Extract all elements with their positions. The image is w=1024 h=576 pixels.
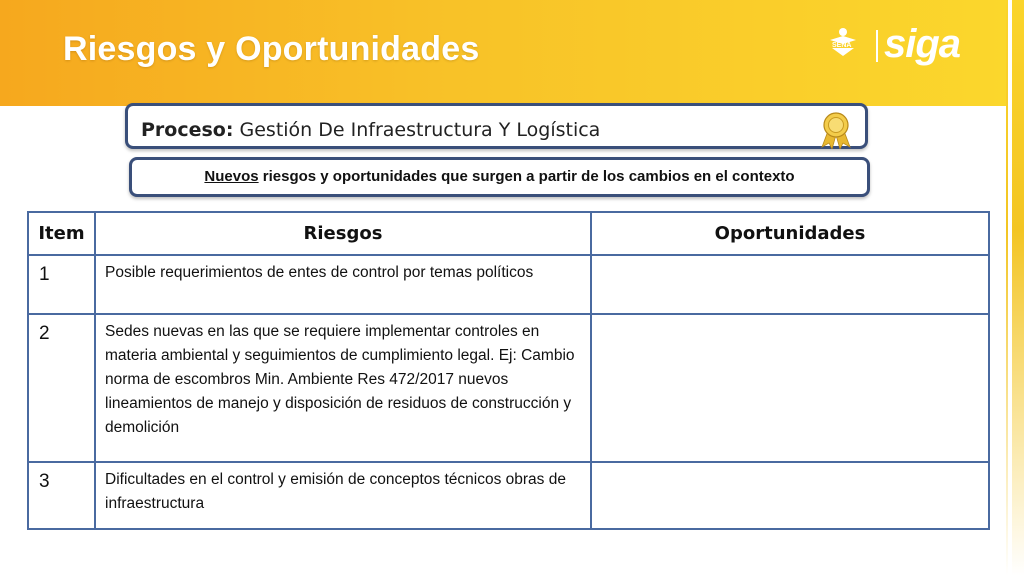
risk-text: Dificultades en el control y emisión de conceptos técnicos obras de infraestructura bbox=[95, 462, 591, 529]
risk-text: Sedes nuevas en las que se requiere implementar controles en materia ambiental y seguimientos de cumplimiento legal. Ej: Cambio norma de escombros Min. Ambiente Res 472/2017 nuevos lineamientos de manejo y disposición de residuos de construcción y demolición bbox=[95, 314, 591, 462]
sena-logo-text: SENA bbox=[832, 42, 852, 49]
context-subtitle bbox=[204, 168, 794, 185]
opportunity-cell bbox=[591, 314, 989, 462]
item-number: 3 bbox=[28, 462, 95, 529]
item-number: 2 bbox=[28, 314, 95, 462]
subtitle-rest: riesgos y oportunidades que surgen a partir de los cambios en el contexto bbox=[258, 168, 795, 185]
risk-text: Posible requerimientos de entes de control por temas políticos bbox=[95, 255, 591, 314]
page-title: Riesgos y Oportunidades bbox=[63, 30, 480, 68]
logo-divider bbox=[876, 30, 878, 62]
opportunity-cell bbox=[591, 462, 989, 529]
opportunity-cell bbox=[591, 255, 989, 314]
subtitle-underlined: Nuevos bbox=[204, 168, 259, 185]
logo-group bbox=[826, 22, 976, 72]
header-opportunities: Oportunidades bbox=[591, 212, 989, 255]
process-value: Gestión De Infraestructura Y Logística bbox=[239, 119, 601, 141]
side-decoration bbox=[1006, 0, 1024, 576]
process-box bbox=[125, 103, 868, 149]
siga-logo: siga bbox=[884, 22, 961, 66]
header-item: Item bbox=[28, 212, 95, 255]
context-subtitle-box bbox=[129, 157, 870, 197]
table-row bbox=[28, 314, 989, 462]
item-number: 1 bbox=[28, 255, 95, 314]
header-risks: Riesgos bbox=[95, 212, 591, 255]
table-header-row bbox=[28, 212, 989, 255]
process-label: Proceso: bbox=[141, 119, 234, 141]
process-line bbox=[141, 119, 600, 141]
header-banner bbox=[0, 0, 1006, 106]
table-row bbox=[28, 462, 989, 529]
table-row bbox=[28, 255, 989, 314]
risks-table bbox=[27, 211, 990, 530]
award-ribbon-icon bbox=[818, 111, 854, 149]
